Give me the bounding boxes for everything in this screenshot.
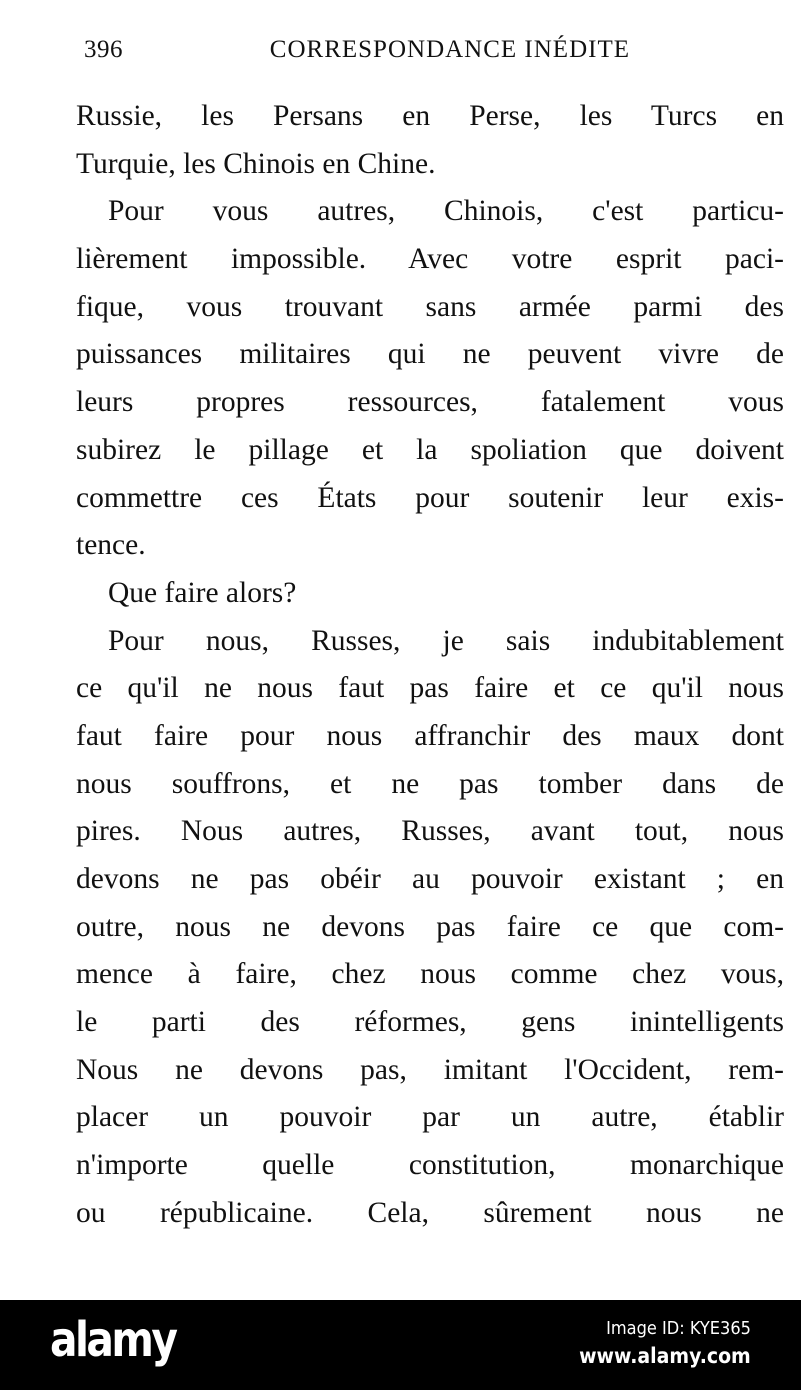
page-text — [76, 98, 784, 1243]
alamy-logo: alamy — [50, 1312, 176, 1368]
watermark-url: www.alamy.com — [579, 1344, 751, 1368]
running-title: CORRESPONDANCE INÉDITE — [269, 36, 630, 63]
text-line: outre, nous ne devons pas faire ce que com- — [76, 910, 784, 943]
text-line: ou républicaine. Cela, sûrement nous ne — [76, 1196, 784, 1229]
text-line: Russie, les Persans en Perse, les Turcs en — [76, 100, 784, 132]
text-line: Turquie, les Chinois en Chine. — [76, 147, 436, 180]
text-line: le parti des réformes, gens inintelligents — [76, 1006, 784, 1039]
text-line: leurs propres ressources, fatalement vous — [76, 386, 784, 419]
text-line: Que faire alors? — [108, 576, 297, 609]
text-line: puissances militaires qui ne peuvent vivre de — [76, 338, 784, 371]
text-line: Pour nous, Russes, je sais indubitablement — [108, 624, 784, 657]
text-line: ce qu'il ne nous faut pas faire et ce qu'il nous — [76, 672, 784, 705]
text-line: Pour vous autres, Chinois, c'est particu- — [108, 195, 784, 228]
text-line: subirez le pillage et la spoliation que doivent — [76, 433, 784, 466]
text-line: devons ne pas obéir au pouvoir existant ; en — [76, 863, 784, 895]
text-line: n'importe quelle constitution, monarchique — [76, 1149, 784, 1182]
text-line: nous souffrons, et ne pas tomber dans de — [76, 767, 784, 800]
text-line: tence. — [76, 529, 146, 562]
watermark-banner — [0, 1300, 801, 1390]
text-line: fique, vous trouvant sans armée parmi des — [76, 290, 784, 323]
text-line: Nous ne devons pas, imitant l'Occident, rem- — [76, 1053, 784, 1086]
text-line: lièrement impossible. Avec votre esprit paci- — [76, 243, 784, 276]
text-line: commettre ces États pour soutenir leur exis- — [76, 481, 784, 514]
running-header — [84, 36, 630, 64]
text-line: faut faire pour nous affranchir des maux dont — [76, 719, 784, 752]
text-line: pires. Nous autres, Russes, avant tout, nous — [76, 815, 784, 848]
text-line: mence à faire, chez nous comme chez vous, — [76, 958, 784, 991]
text-line: placer un pouvoir par un autre, établir — [76, 1101, 784, 1134]
page-number: 396 — [84, 36, 123, 63]
image-id: Image ID: KYE365 — [606, 1318, 751, 1339]
